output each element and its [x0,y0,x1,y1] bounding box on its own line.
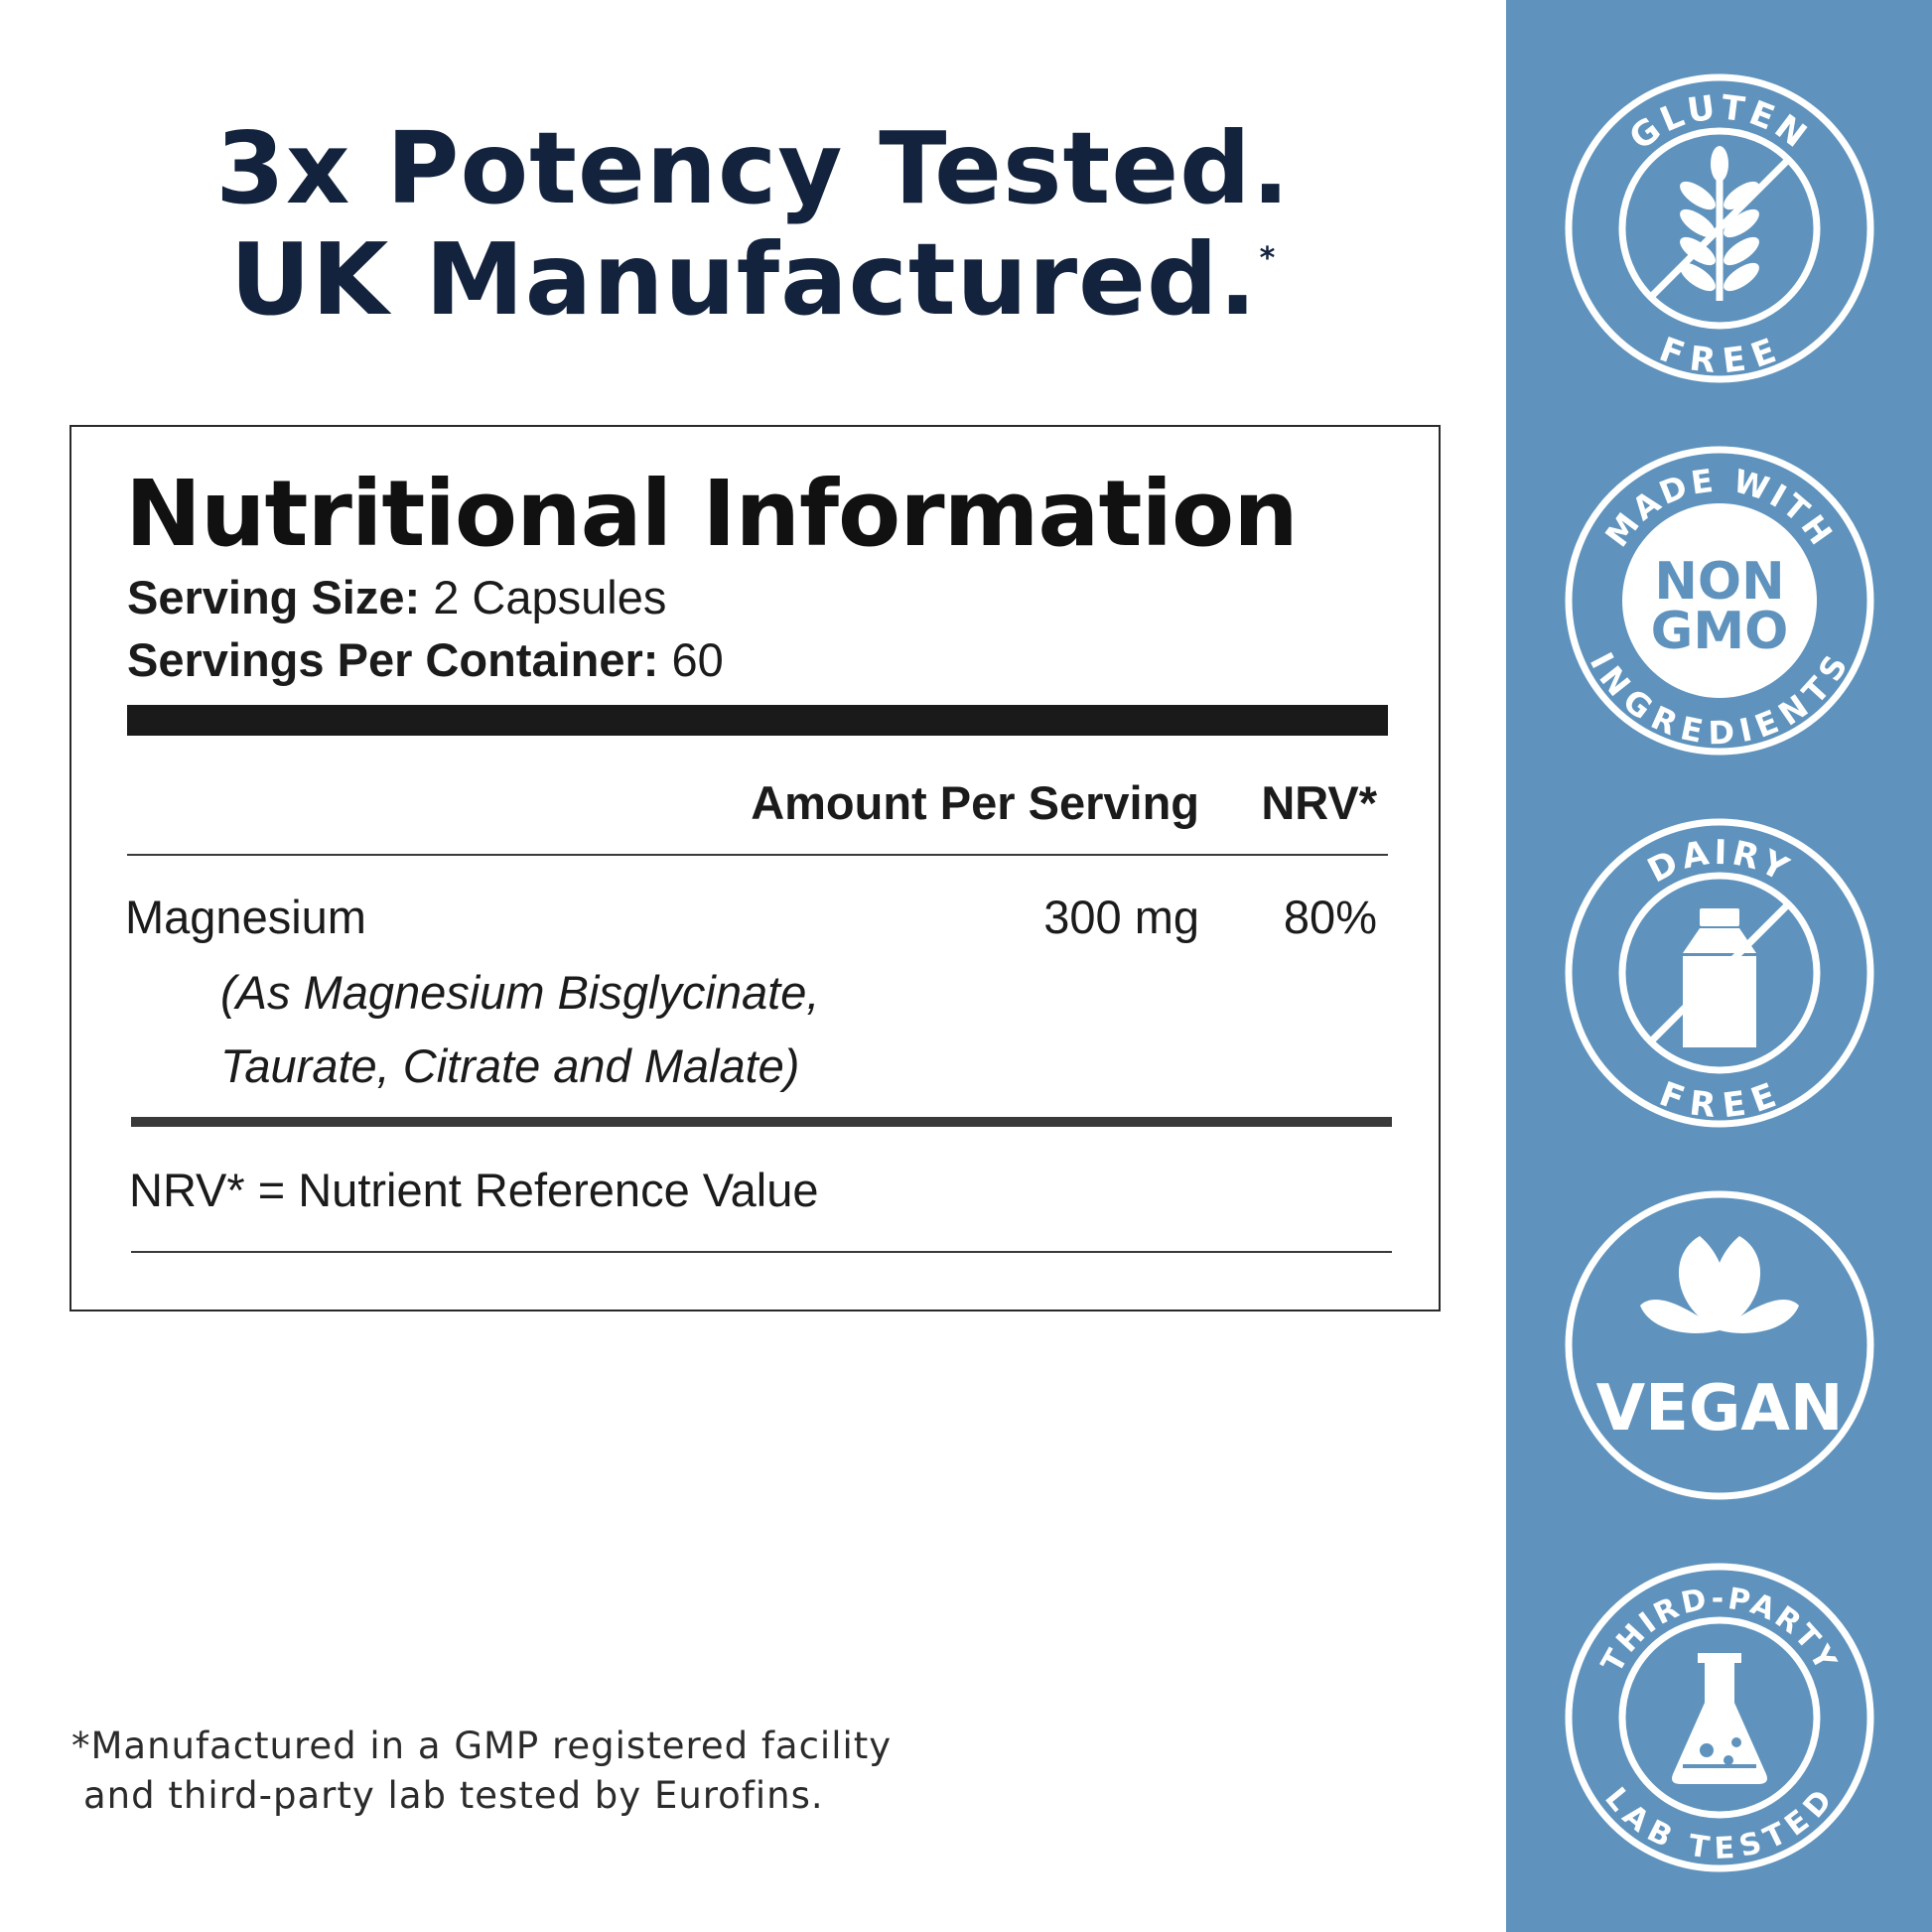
header-divider [127,854,1388,856]
gluten-free-bottom-text: FREE [1654,330,1785,382]
lab-tested-top-text: THIRD-PARTY [1594,1581,1845,1679]
non-gmo-top-text: MADE WITH [1597,461,1842,554]
headline-line-2-text: UK Manufactured. [229,221,1258,338]
servings-per-container-label: Servings Per Container: [127,633,659,686]
servings-per-container-value: 60 [658,633,724,686]
nrv-footnote: NRV* = Nutrient Reference Value [129,1164,819,1216]
svg-text:FREE [1654,330,1785,381]
nutrition-panel [69,425,1441,1311]
non-gmo-center-line-2: GMO [1650,602,1789,661]
nutrition-title: Nutritional Information [125,461,1298,567]
serving-size [127,571,667,623]
headline-asterisk: * [1259,241,1277,276]
gluten-free-badge-graphic [1556,65,1883,392]
vegan-center-text: VEGAN [1595,1372,1844,1446]
servings-per-container [127,633,724,686]
headline-line-2 [0,221,1506,338]
flask-icon [1672,1653,1767,1784]
vegan-badge [1556,1181,1883,1509]
non-gmo-badge [1556,437,1883,764]
vegan-badge-graphic [1556,1181,1883,1509]
nutrient-name: Magnesium [125,891,366,943]
gluten-free-top-text: GLUTEN [1621,87,1818,159]
thick-divider [127,705,1388,736]
nutrient-nrv: 80% [1283,891,1377,943]
footnote-divider [131,1251,1392,1253]
dairy-free-bottom-text: FREE [1654,1074,1785,1127]
disclaimer-line-1: *Manufactured in a GMP registered facility [71,1725,893,1767]
serving-size-value: 2 Capsules [420,571,667,623]
wheat-icon [1676,146,1764,301]
gluten-free-badge [1556,65,1883,392]
lab-tested-bottom-text: LAB TESTED [1597,1781,1842,1866]
lab-tested-badge [1556,1554,1883,1881]
dairy-free-badge [1556,809,1883,1137]
section-divider [131,1117,1392,1127]
serving-size-label: Serving Size: [127,571,421,623]
non-gmo-center-line-1: NON [1654,552,1785,612]
nutrient-note-line-2: Taurate, Citrate and Malate) [220,1039,800,1092]
badge-sidebar [1506,0,1932,1932]
svg-text:LAB TESTED [1597,1781,1841,1866]
svg-text:FREE [1654,1074,1785,1126]
column-header-amount: Amount Per Serving [751,776,1199,829]
dairy-free-top-text: DAIRY [1641,832,1798,892]
milk-carton-icon [1683,908,1756,1047]
headline-line-1: 3x Potency Tested. [215,110,1291,226]
non-gmo-bottom-text: INGREDIENTS [1582,646,1857,753]
disclaimer-line-2: and third-party lab tested by Eurofins. [83,1774,824,1817]
non-gmo-badge-graphic [1556,437,1883,764]
nutrient-amount: 300 mg [1043,891,1199,943]
svg-text:DAIRY [1641,833,1797,892]
lab-tested-badge-graphic [1556,1554,1883,1881]
column-header-nrv: NRV* [1261,776,1377,829]
nutrient-note-line-1: (As Magnesium Bisglycinate, [220,966,820,1019]
leaves-icon [1640,1236,1799,1333]
dairy-free-badge-graphic [1556,809,1883,1137]
